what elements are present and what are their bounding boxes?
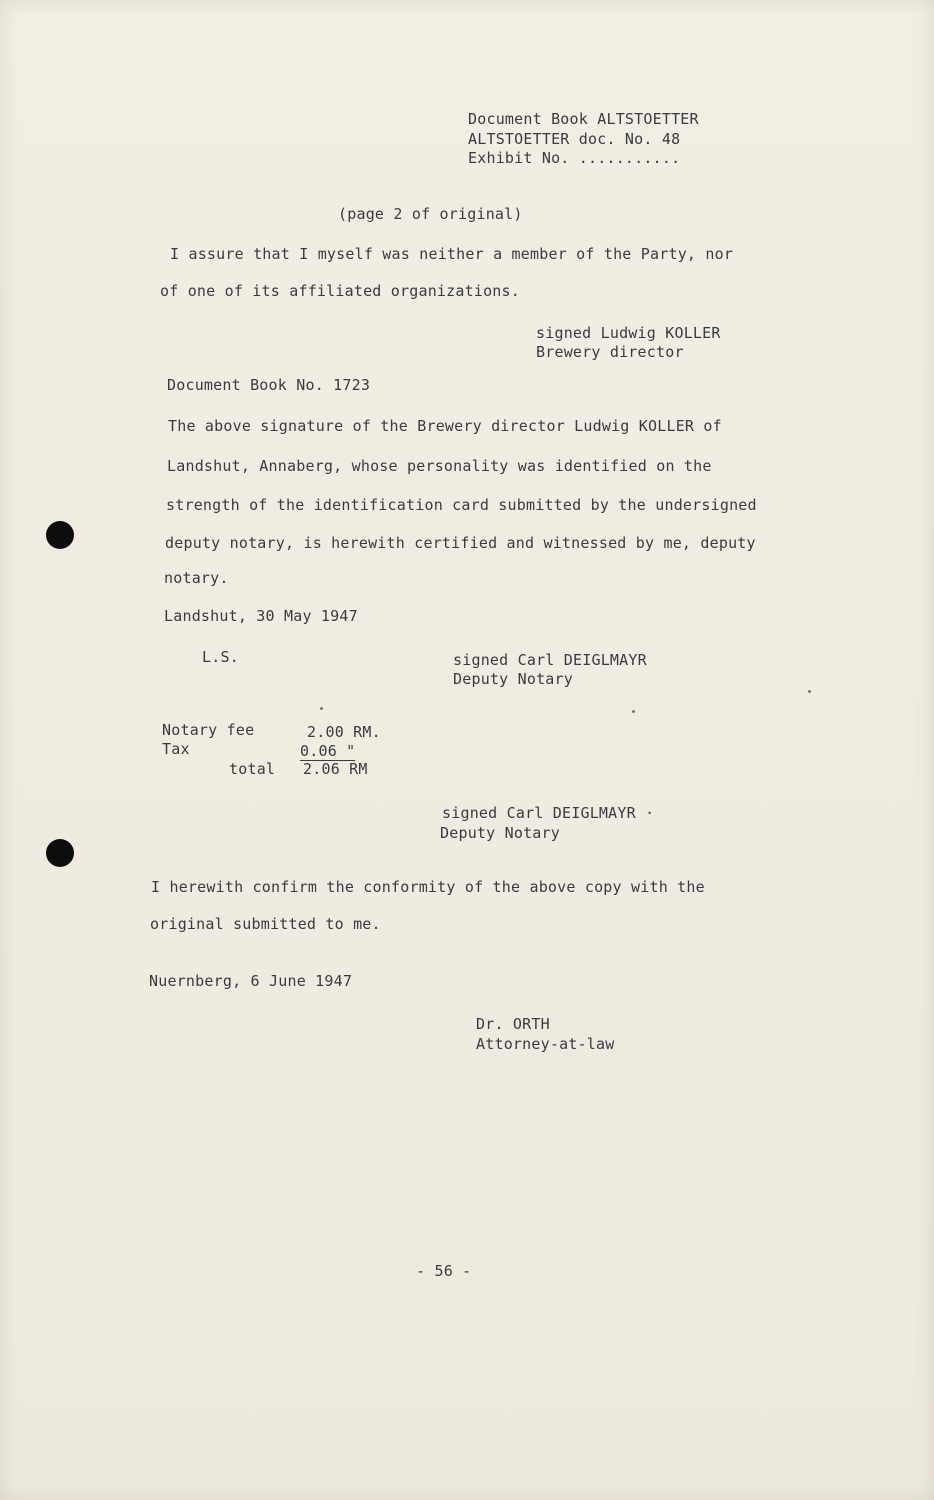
statement-line-2: of one of its affiliated organizations. [160,282,520,300]
page-number: - 56 - [416,1262,472,1280]
total-label: total [229,760,276,778]
signature4-name: Dr. ORTH [476,1015,550,1033]
statement-line-1: I assure that I myself was neither a member of the Party, nor [170,245,734,263]
tax-label: Tax [162,740,190,758]
tax-value: 0.06 " [300,742,356,760]
ls-seal-mark: L.S. [202,648,239,666]
certification-line-4: deputy notary, is herewith certified and witnessed by me, deputy [165,534,756,552]
place-date-landshut: Landshut, 30 May 1947 [164,607,358,625]
signature2-title: Deputy Notary [453,670,573,688]
place-date-nuernberg: Nuernberg, 6 June 1947 [149,972,353,990]
certification-line-1: The above signature of the Brewery director Ludwig KOLLER of [168,417,722,435]
header-exhibit-no: Exhibit No. ........... [468,149,681,167]
signature4-title: Attorney-at-law [476,1035,615,1053]
signature3-name: signed Carl DEIGLMAYR · [442,804,655,822]
certification-line-5: notary. [164,569,229,587]
notary-fee-label: Notary fee [162,721,255,739]
speck [808,690,811,693]
total-value: 2.06 RM [303,760,368,778]
page-of-original: (page 2 of original) [338,205,523,223]
notary-fee-value: 2.00 RM. [307,723,381,741]
signature2-name: signed Carl DEIGLMAYR [453,651,647,669]
signature3-title: Deputy Notary [440,824,560,842]
confirmation-line-1: I herewith confirm the conformity of the above copy with the [151,878,705,896]
speck [320,707,323,710]
signature1-title: Brewery director [536,343,684,361]
certification-line-2: Landshut, Annaberg, whose personality was identified on the [167,457,712,475]
signature1-name: signed Ludwig KOLLER [536,324,721,342]
punch-hole-bottom [46,839,74,867]
punch-hole-top [46,521,74,549]
certification-line-3: strength of the identification card submitted by the undersigned [166,496,757,514]
speck [632,710,635,713]
document-book-number: Document Book No. 1723 [167,376,371,394]
header-doc-book: Document Book ALTSTOETTER [468,110,699,128]
header-doc-no: ALTSTOETTER doc. No. 48 [468,130,681,148]
confirmation-line-2: original submitted to me. [150,915,381,933]
